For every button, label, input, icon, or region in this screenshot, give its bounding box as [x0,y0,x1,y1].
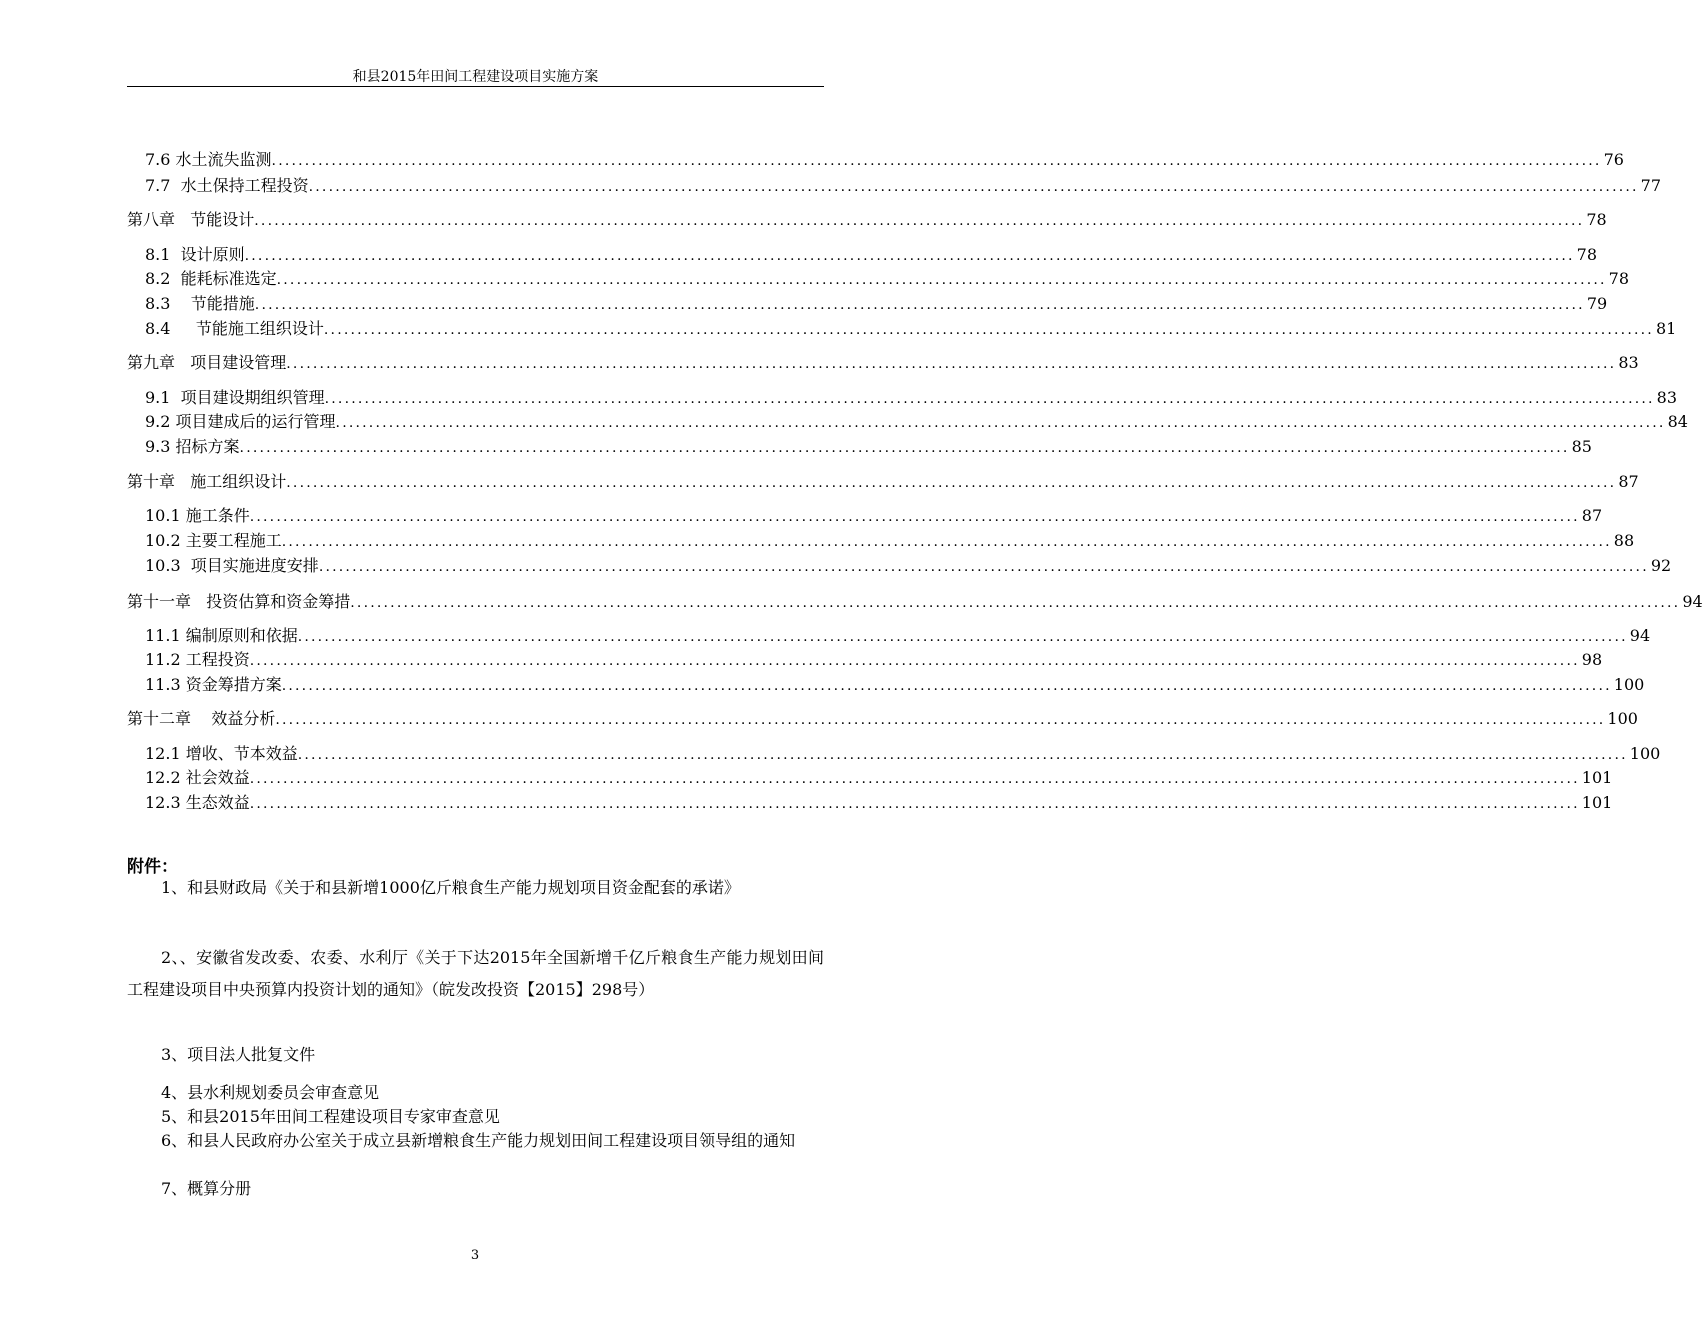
toc-entry-page: 100 [1629,744,1661,763]
toc-entry-page: 98 [1581,650,1603,669]
toc-dot-leader: ........................................................................................................................................................................................................ [281,534,1612,550]
toc-entry-page: 92 [1650,556,1672,575]
toc-section-entry[interactable] [145,625,1651,647]
toc-entry-page: 101 [1581,793,1613,812]
toc-section-entry[interactable] [145,175,1662,197]
toc-entry-title: 10.1 施工条件 [145,506,250,525]
toc-section-entry[interactable] [145,743,1661,765]
toc-dot-leader: ........................................................................................................................................................................................................ [249,771,1580,787]
toc-entry-title: 第八章 节能设计 [127,210,255,229]
toc-dot-leader: ........................................................................................................................................................................................................ [350,595,1681,611]
toc-entry-title: 7.6 水土流失监测 [145,150,272,169]
toc-entry-page: 76 [1603,150,1624,169]
appendix-item-6: 6、和县人民政府办公室关于成立县新增粮食生产能力规划田间工程建设项目领导组的通知 [161,1131,796,1150]
toc-entry-page: 78 [1586,210,1607,229]
toc-entry-page: 85 [1571,437,1592,456]
toc-entry-page: 94 [1629,626,1651,645]
toc-dot-leader: ........................................................................................................................................................................................................ [281,678,1612,694]
toc-section-entry[interactable] [145,649,1603,671]
toc-entry-title: 12.2 社会效益 [145,768,250,787]
toc-entry-title: 11.3 资金筹措方案 [145,675,282,694]
page-number: 3 [470,1248,480,1263]
appendix-item-4: 4、县水利规划委员会审查意见 [161,1083,380,1102]
toc-dot-leader: ........................................................................................................................................................................................................ [323,322,1654,338]
toc-dot-leader: ........................................................................................................................................................................................................ [254,213,1585,229]
toc-section-entry[interactable] [145,149,1624,171]
toc-entry-title: 8.2 能耗标准选定 [145,269,277,288]
toc-entry-title: 10.2 主要工程施工 [145,531,282,550]
toc-section-entry[interactable] [145,505,1603,527]
toc-entry-page: 87 [1581,506,1603,525]
header-rule [127,86,824,87]
toc-section-entry[interactable] [145,293,1608,315]
toc-dot-leader: ........................................................................................................................................................................................................ [324,391,1655,407]
toc-section-entry[interactable] [145,767,1613,789]
toc-entry-title: 12.1 增收、节本效益 [145,744,298,763]
toc-dot-leader: ........................................................................................................................................................................................................ [271,153,1602,169]
toc-section-entry[interactable] [145,530,1635,552]
toc-entry-title: 10.3 项目实施进度安排 [145,556,319,575]
toc-entry-page: 88 [1613,531,1635,550]
toc-entry-title: 11.2 工程投资 [145,650,250,669]
appendix-item-7: 7、概算分册 [161,1179,252,1198]
toc-chapter-entry[interactable] [127,471,1639,493]
toc-dot-leader: ........................................................................................................................................................................................................ [308,179,1639,195]
toc-entry-page: 77 [1640,176,1662,195]
toc-entry-page: 100 [1613,675,1645,694]
toc-section-entry[interactable] [145,436,1592,458]
toc-entry-page: 83 [1618,353,1639,372]
toc-dot-leader: ........................................................................................................................................................................................................ [275,712,1606,728]
toc-entry-title: 8.3 节能措施 [145,294,255,313]
toc-chapter-entry[interactable] [127,352,1639,374]
toc-dot-leader: ........................................................................................................................................................................................................ [276,272,1607,288]
toc-section-entry[interactable] [145,268,1630,290]
toc-entry-page: 87 [1618,472,1639,491]
toc-dot-leader: ........................................................................................................................................................................................................ [249,653,1580,669]
toc-entry-page: 78 [1608,269,1630,288]
toc-chapter-entry[interactable] [127,209,1607,231]
toc-chapter-entry[interactable] [127,708,1638,730]
toc-entry-title: 9.3 招标方案 [145,437,240,456]
toc-entry-title: 7.7 水土保持工程投资 [145,176,309,195]
toc-entry-page: 101 [1581,768,1613,787]
toc-entry-page: 100 [1607,709,1638,728]
appendix-item-3: 3、项目法人批复文件 [161,1045,316,1064]
toc-dot-leader: ........................................................................................................................................................................................................ [318,559,1649,575]
toc-entry-title: 11.1 编制原则和依据 [145,626,298,645]
toc-section-entry[interactable] [145,244,1598,266]
toc-entry-title: 8.1 设计原则 [145,245,245,264]
toc-entry-title: 第九章 项目建设管理 [127,353,287,372]
toc-section-entry[interactable] [145,318,1677,340]
toc-entry-title: 第十章 施工组织设计 [127,472,287,491]
toc-dot-leader: ........................................................................................................................................................................................................ [239,440,1570,456]
toc-dot-leader: ........................................................................................................................................................................................................ [335,415,1666,431]
toc-section-entry[interactable] [145,387,1678,409]
page-header: 和县2015年田间工程建设项目实施方案 [352,69,599,85]
toc-section-entry[interactable] [145,792,1613,814]
toc-dot-leader: ........................................................................................................................................................................................................ [254,297,1585,313]
toc-section-entry[interactable] [145,411,1688,433]
toc-dot-leader: ........................................................................................................................................................................................................ [244,248,1575,264]
toc-entry-title: 9.1 项目建设期组织管理 [145,388,325,407]
appendix-title: 附件： [127,857,178,877]
toc-entry-page: 94 [1682,592,1703,611]
toc-entry-page: 83 [1656,388,1678,407]
toc-entry-title: 12.3 生态效益 [145,793,250,812]
toc-entry-page: 84 [1667,412,1688,431]
toc-dot-leader: ........................................................................................................................................................................................................ [286,356,1617,372]
toc-dot-leader: ........................................................................................................................................................................................................ [249,509,1580,525]
toc-dot-leader: ........................................................................................................................................................................................................ [297,747,1628,763]
toc-dot-leader: ........................................................................................................................................................................................................ [249,796,1580,812]
appendix-item-2: 2、、安徽省发改委、农委、水利厅《关于下达2015年全国新增千亿斤粮食生产能力规划田间工程建设项目中央预算内投资计划的通知》（皖发改投资【2015】298号） [127,948,824,999]
toc-dot-leader: ........................................................................................................................................................................................................ [297,629,1628,645]
appendix-item-1: 1、和县财政局《关于和县新增1000亿斤粮食生产能力规划项目资金配套的承诺》 [161,878,740,897]
toc-chapter-entry[interactable] [127,591,1703,613]
toc-entry-title: 8.4 节能施工组织设计 [145,319,324,338]
toc-entry-title: 9.2 项目建成后的运行管理 [145,412,336,431]
toc-entry-page: 81 [1655,319,1677,338]
toc-entry-title: 第十二章 效益分析 [127,709,276,728]
toc-dot-leader: ........................................................................................................................................................................................................ [286,475,1617,491]
toc-entry-page: 79 [1586,294,1608,313]
appendix-item-5: 5、和县2015年田间工程建设项目专家审查意见 [161,1107,500,1126]
toc-entry-title: 第十一章 投资估算和资金筹措 [127,592,351,611]
toc-entry-page: 78 [1576,245,1598,264]
toc-section-entry[interactable] [145,674,1645,696]
toc-section-entry[interactable] [145,555,1672,577]
